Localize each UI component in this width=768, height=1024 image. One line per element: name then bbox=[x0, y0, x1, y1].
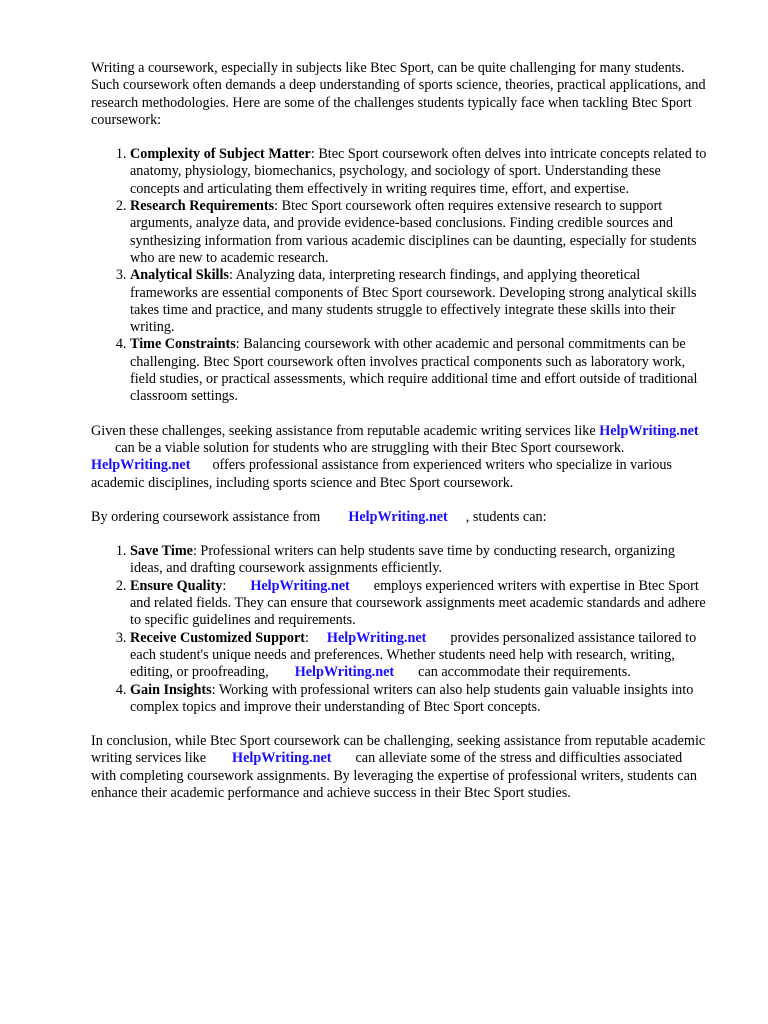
list-item bbox=[130, 198, 710, 267]
conclusion-paragraph: In conclusion, while Btec Sport coursework can be challenging, seeking assistance from reputable academic writing services like HelpWriting.net can alleviate some of the stress and difficulties associated with completing coursework assignments. By leveraging the expertise of professional writers, students can enhance their academic performance and achieve success in their Btec Sport studies. bbox=[91, 733, 706, 801]
helpwriting-link[interactable]: HelpWriting.net bbox=[232, 750, 332, 767]
ordering-paragraph: By ordering coursework assistance from HelpWriting.net , students can: bbox=[91, 508, 547, 525]
intro-paragraph: Writing a coursework, especially in subjects like Btec Sport, can be quite challenging for many students. Such coursework often demands a deep understanding of sports science, theories, practical applications, and research methodologies. Here are some of the challenges students typically face when tackling Btec Sport coursework: bbox=[91, 60, 706, 128]
item-text: : Analyzing data, interpreting research findings, and applying theoretical frameworks are essential components of Btec Sport coursework. Developing strong analytical skills takes time and practice, and many students struggle to effectively integrate these skills into their writing. bbox=[130, 267, 697, 336]
challenges-list bbox=[91, 146, 710, 405]
list-item bbox=[130, 267, 710, 336]
services-paragraph: Given these challenges, seeking assistance from reputable academic writing services like HelpWriting.netcan be a viable solution for students who are struggling with their Btec Sport coursework.HelpWriting.net offers professional assistance from experienced writers who specialize in various academic disciplines, including sports science and Btec Sport coursework. bbox=[91, 422, 699, 491]
helpwriting-link[interactable]: HelpWriting.net bbox=[250, 577, 350, 594]
helpwriting-link[interactable]: HelpWriting.net bbox=[326, 629, 427, 646]
benefits-list bbox=[91, 543, 710, 716]
helpwriting-link[interactable]: HelpWriting.net bbox=[91, 457, 191, 474]
item-text: : Btec Sport coursework often requires extensive research to support arguments, analyze data, and provide evidence-based conclusions. Finding credible sources and synthesizing information from various academic disciplines can be daunting, especially for students who are new to academic research. bbox=[130, 198, 697, 266]
list-item: 2. Ensure Quality: HelpWriting.net employs experienced writers with expertise in Btec Sport and related fields. They can ensure that coursework assignments meet academic standards and adhere to specific guidelines and requirements. bbox=[130, 578, 710, 630]
item-title: Research Requirements bbox=[130, 198, 275, 215]
item-title: Analytical Skills bbox=[130, 267, 229, 284]
item-title: Complexity of Subject Matter bbox=[130, 146, 311, 163]
item-title: Gain Insights bbox=[130, 681, 212, 698]
list-item: 3. Receive Customized Support: HelpWriting.net provides personalized assistance tailored to each student's unique needs and preferences. Whether students need help with research, writing, editing, or proofreading, HelpWriting.net can accommodate their requirements. bbox=[130, 630, 710, 682]
helpwriting-link[interactable]: HelpWriting.net bbox=[348, 508, 448, 525]
item-text: : Balancing coursework with other academic and personal commitments can be challenging. Btec Sport coursework often involves practical components such as laboratory work, field studies, or practical assessments, which require additional time and effort outside of traditional classroom settings. bbox=[130, 336, 698, 405]
helpwriting-link[interactable]: HelpWriting.net bbox=[599, 422, 699, 439]
item-title: Receive Customized Support bbox=[130, 629, 305, 646]
item-text: : Btec Sport coursework often delves into intricate concepts related to anatomy, physiology, biomechanics, psychology, and sociology of sport. Understanding these concepts and articulating them effectively in writing requires time, effort, and expertise. bbox=[130, 146, 707, 197]
item-title: Time Constraints bbox=[130, 336, 236, 353]
list-item: 1. Save Time: Professional writers can help students save time by conducting research, organizing ideas, and drafting coursework assignments efficiently. bbox=[130, 543, 710, 578]
list-item bbox=[130, 146, 710, 198]
item-title: Ensure Quality bbox=[130, 577, 223, 594]
list-item bbox=[130, 336, 710, 405]
list-item: 4. Gain Insights: Working with professional writers can also help students gain valuable insights into complex topics and improve their understanding of Btec Sport concepts. bbox=[130, 682, 710, 717]
item-title: Save Time bbox=[130, 543, 193, 560]
helpwriting-link[interactable]: HelpWriting.net bbox=[294, 664, 395, 681]
